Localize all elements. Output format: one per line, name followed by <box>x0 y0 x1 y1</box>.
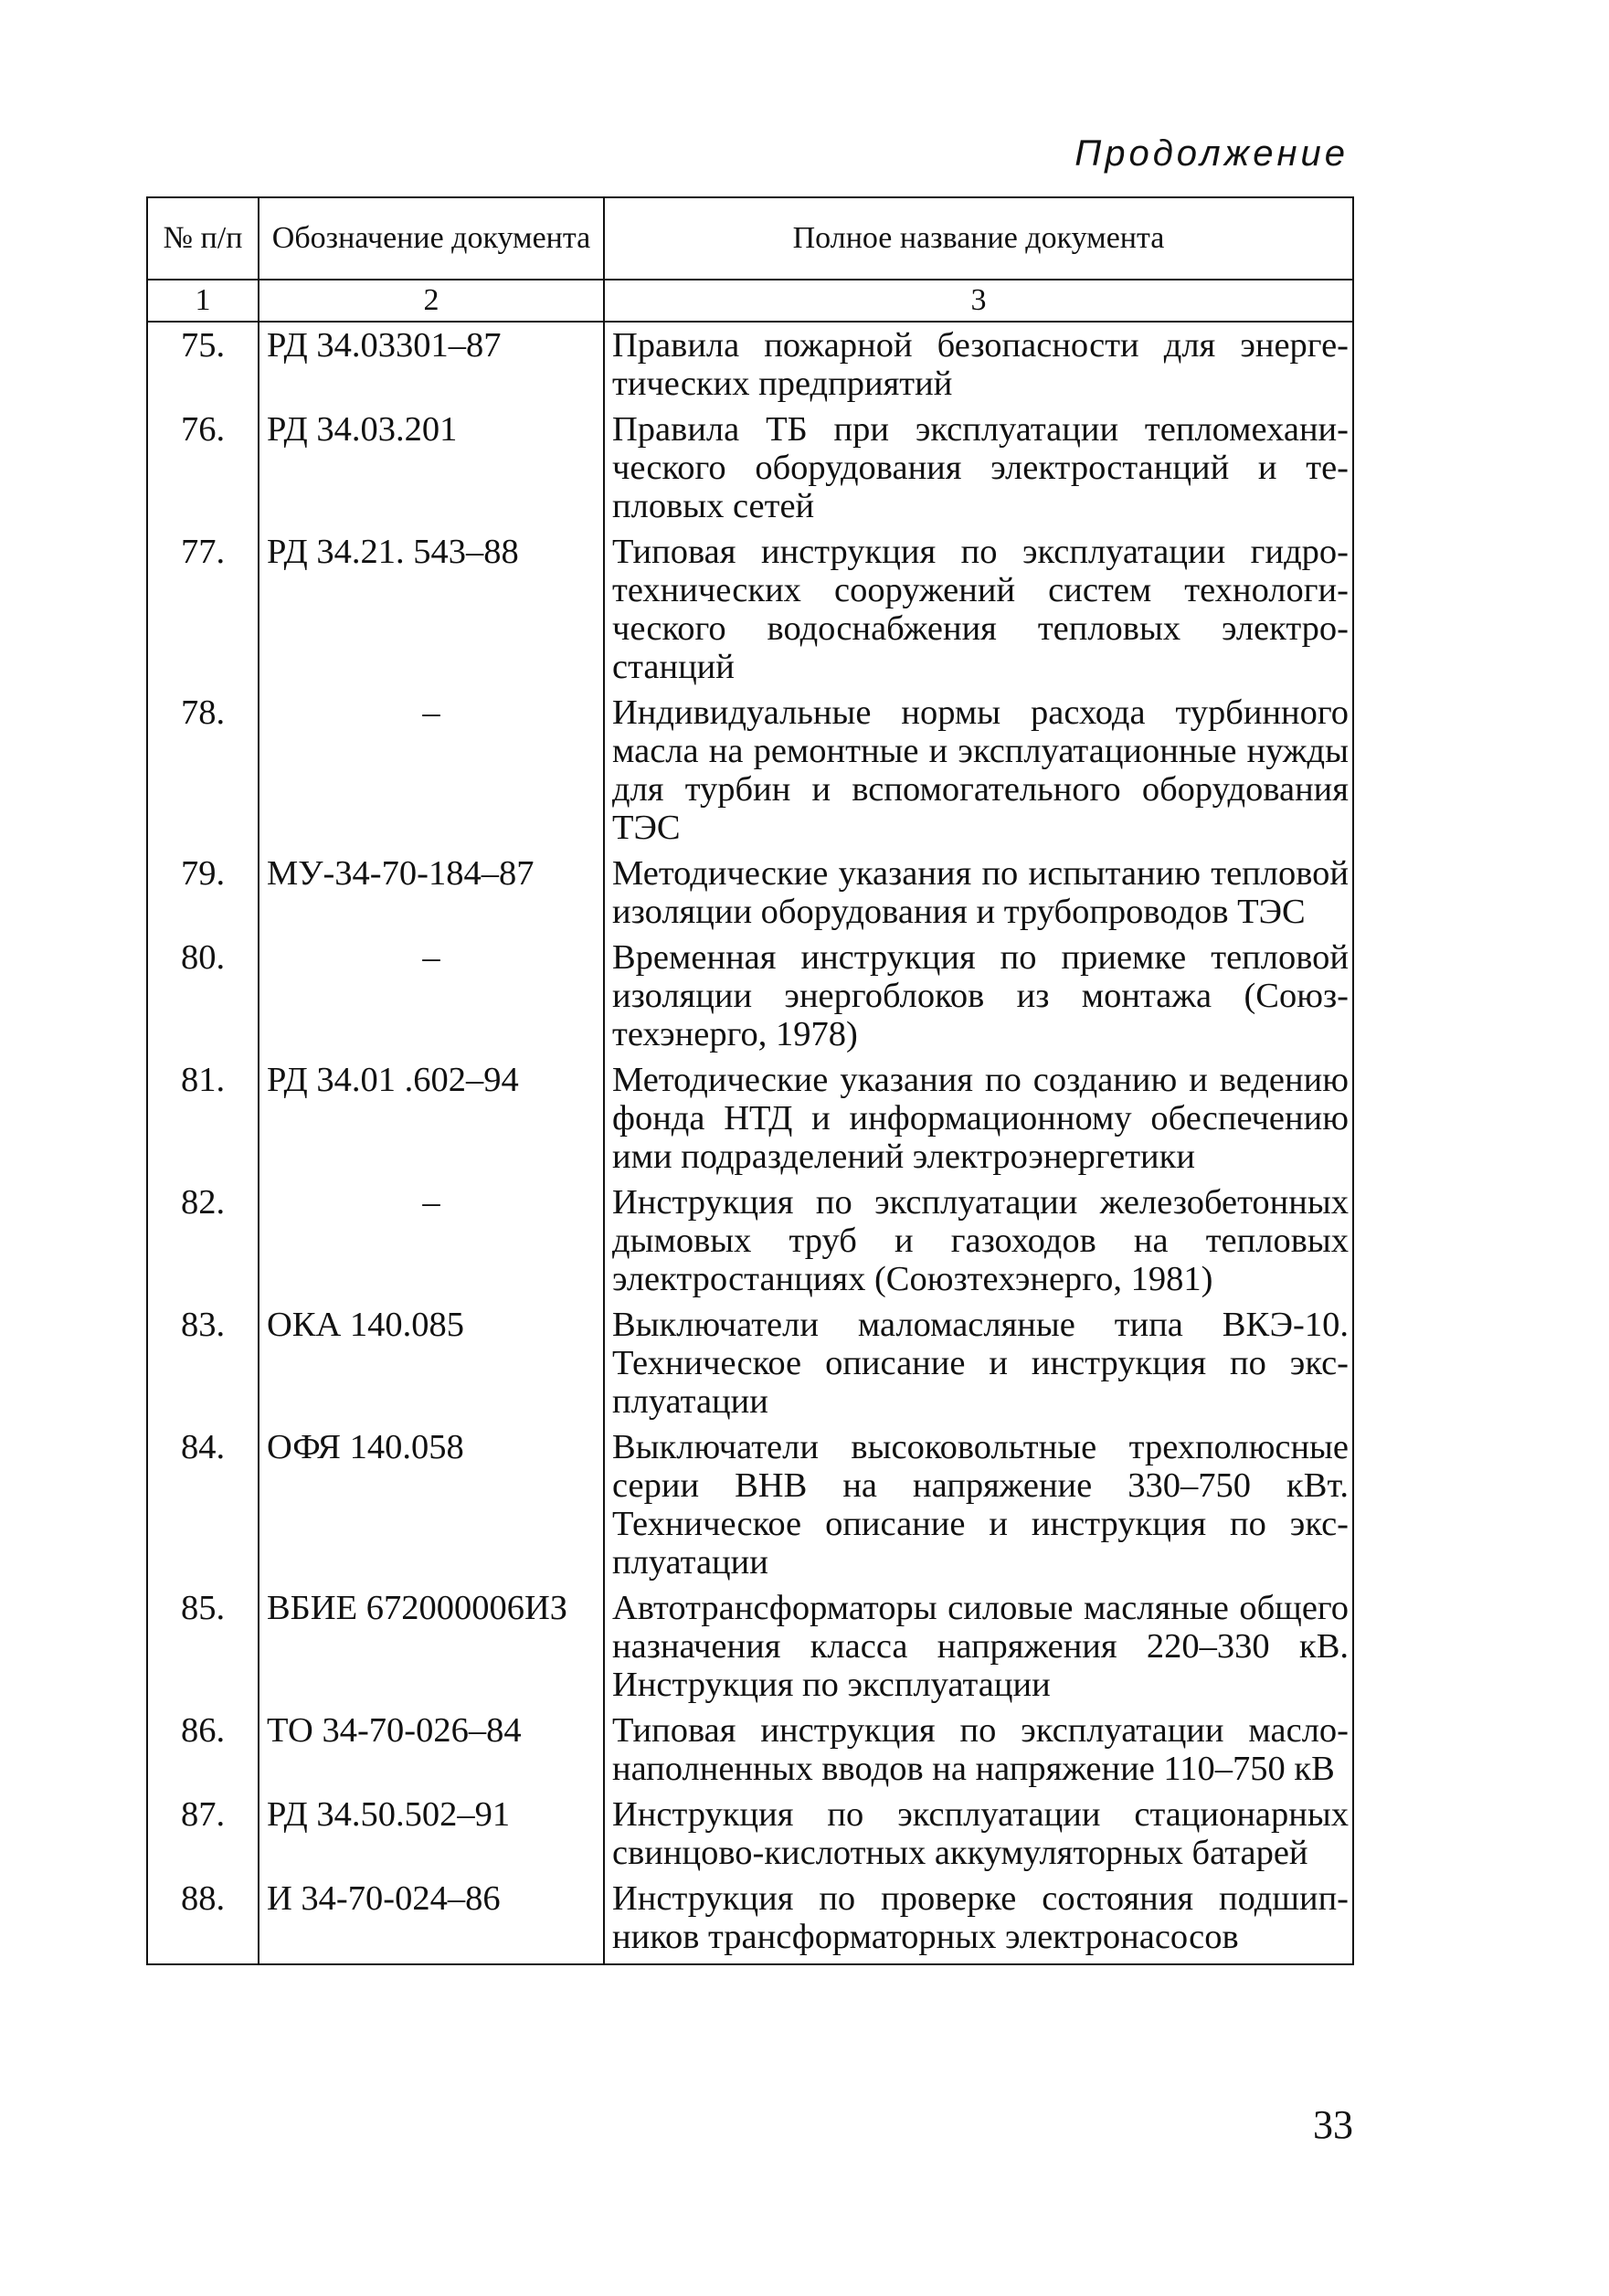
document-title: Типовая инструкция по эксплуатации маслонаполненных вводов на напряжение 110–750 кВ <box>604 1711 1353 1795</box>
document-code: РД 34.21. 543–88 <box>259 533 604 693</box>
document-title: Выключатели высоковольтные трехполюсные серии ВНВ на напряжение 330–750 кВт. Техническое описание и инструкция по эксплуатации <box>604 1428 1353 1589</box>
document-code: И 34-70-024–86 <box>259 1879 604 1964</box>
row-number: 81. <box>147 1061 259 1183</box>
document-title: Правила пожарной безопасности для энергетических предприятий <box>604 322 1353 410</box>
document-title: Инструкция по эксплуатации железобетонных дымовых труб и газоходов на тепловых электростанциях (Союзтехэнерго, 1981) <box>604 1183 1353 1306</box>
document-title: Индивидуальные нормы расхода турбинного масла на ремонтные и эксплуатационные нужды для турбин и вспомогательного оборудования ТЭС <box>604 693 1353 854</box>
column-number: 3 <box>604 280 1353 322</box>
row-number: 84. <box>147 1428 259 1589</box>
document-code: ВБИЕ 672000006ИЗ <box>259 1589 604 1711</box>
row-number: 85. <box>147 1589 259 1711</box>
table-row <box>147 938 1353 1061</box>
row-number: 83. <box>147 1306 259 1428</box>
document-code: – <box>259 1183 604 1306</box>
row-number: 80. <box>147 938 259 1061</box>
document-title: Типовая инструкция по эксплуатации гидротехнических сооружений систем технологического водоснабжения тепловых электростанций <box>604 533 1353 693</box>
document-code: ОФЯ 140.058 <box>259 1428 604 1589</box>
document-title: Инструкция по эксплуатации стационарных свинцово-кислотных аккумуляторных батарей <box>604 1795 1353 1879</box>
table-row <box>147 1428 1353 1589</box>
documents-table <box>146 196 1354 1965</box>
table-row <box>147 854 1353 938</box>
document-title: Методические указания по созданию и ведению фонда НТД и информационному обеспечению ими подразделений электроэнергетики <box>604 1061 1353 1183</box>
row-number: 79. <box>147 854 259 938</box>
header-full-title: Полное название документа <box>604 197 1353 280</box>
table-row <box>147 1879 1353 1964</box>
document-code: РД 34.50.502–91 <box>259 1795 604 1879</box>
document-code: – <box>259 693 604 854</box>
header-number: № п/п <box>147 197 259 280</box>
document-code: РД 34.03301–87 <box>259 322 604 410</box>
table-row <box>147 1183 1353 1306</box>
row-number: 77. <box>147 533 259 693</box>
document-title: Временная инструкция по приемке тепловой изоляции энергоблоков из монтажа (Союзтехэнерго, 1978) <box>604 938 1353 1061</box>
table-row <box>147 1589 1353 1711</box>
table-row <box>147 1795 1353 1879</box>
column-number: 2 <box>259 280 604 322</box>
document-code: РД 34.01 .602–94 <box>259 1061 604 1183</box>
row-number: 76. <box>147 410 259 533</box>
document-code: ТО 34-70-026–84 <box>259 1711 604 1795</box>
document-title: Инструкция по проверке состояния подшипников трансформаторных электронасосов <box>604 1879 1353 1964</box>
table-row <box>147 1061 1353 1183</box>
continuation-label: Продолжение <box>1074 133 1349 174</box>
document-title: Методические указания по испытанию тепловой изоляции оборудования и трубопроводов ТЭС <box>604 854 1353 938</box>
document-title: Правила ТБ при эксплуатации тепломеханического оборудования электростанций и тепловых сетей <box>604 410 1353 533</box>
document-title: Автотрансформаторы силовые масляные общего назначения класса напряжения 220–330 кВ. Инструкция по эксплуатации <box>604 1589 1353 1711</box>
table-row <box>147 1306 1353 1428</box>
page-number: 33 <box>1313 2102 1353 2147</box>
header-row <box>147 197 1353 280</box>
row-number: 78. <box>147 693 259 854</box>
row-number: 75. <box>147 322 259 410</box>
table-row <box>147 322 1353 410</box>
row-number: 86. <box>147 1711 259 1795</box>
row-number: 82. <box>147 1183 259 1306</box>
document-code: – <box>259 938 604 1061</box>
document-title: Выключатели маломасляные типа ВКЭ-10. Техническое описание и инструкция по эксплуатации <box>604 1306 1353 1428</box>
table-row <box>147 1711 1353 1795</box>
document-code: МУ-34-70-184–87 <box>259 854 604 938</box>
column-number: 1 <box>147 280 259 322</box>
header-designation: Обозначение документа <box>259 197 604 280</box>
row-number: 87. <box>147 1795 259 1879</box>
row-number: 88. <box>147 1879 259 1964</box>
table-row <box>147 533 1353 693</box>
table-row <box>147 410 1353 533</box>
table-row <box>147 693 1353 854</box>
document-code: РД 34.03.201 <box>259 410 604 533</box>
document-code: ОКА 140.085 <box>259 1306 604 1428</box>
column-number-row <box>147 280 1353 322</box>
